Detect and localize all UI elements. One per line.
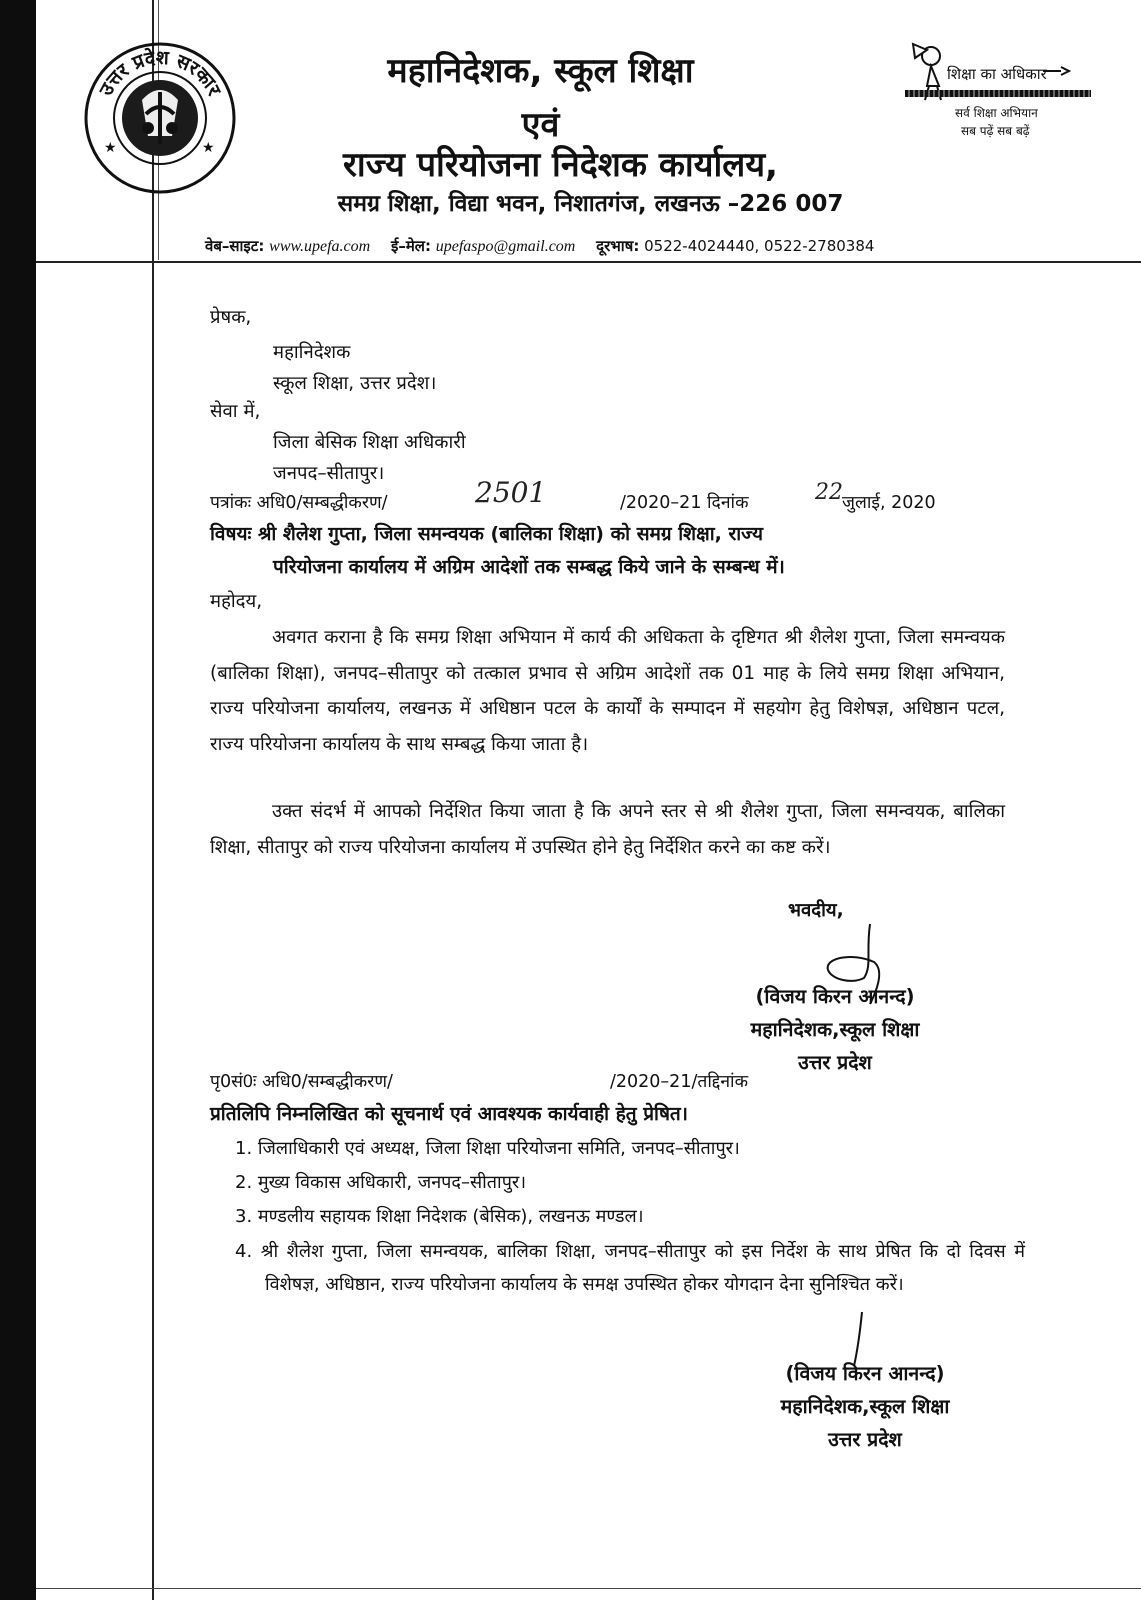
sig2-title: महानिदेशक,स्कूल शिक्षा <box>780 1395 950 1418</box>
subject-line2: परियोजना कार्यालय में अग्रिम आदेशों तक सम्बद्ध किये जाने के सम्बन्ध में। <box>273 556 785 578</box>
copy-heading: प्रतिलिपि निम्नलिखित को सूचनार्थ एवं आवश्यक कार्यवाही हेतु प्रेषित। <box>210 1103 688 1125</box>
copy-ref-line: पृ0सं0ः अधि0/सम्बद्धीकरण/ <box>210 1072 393 1092</box>
email-label: ई–मेल: <box>390 237 431 255</box>
ref-day-handwritten: 22 <box>815 480 843 505</box>
header-title-line1: महानिदेशक, स्कूल शिक्षा <box>387 51 694 91</box>
salutation: महोदय, <box>210 591 263 612</box>
scan-edge-bar <box>0 0 36 1600</box>
emblem-text: उत्तर प्रदेश सरकार <box>95 46 226 100</box>
ref-date: जुलाई, 2020 <box>842 493 936 513</box>
closing: भवदीय, <box>788 900 844 921</box>
copy-list-item: 1. जिलाधिकारी एवं अध्यक्ष, जिला शिक्षा परियोजना समिति, जनपद–सीतापुर। <box>235 1138 740 1159</box>
copy-list-item: 2. मुख्य विकास अधिकारी, जनपद–सीतापुर। <box>235 1172 527 1193</box>
sender-line2: स्कूल शिक्षा, उत्तर प्रदेश। <box>273 373 437 394</box>
phone-label: दूरभाष: <box>596 237 640 255</box>
to-line1: जिला बेसिक शिक्षा अधिकारी <box>273 432 466 453</box>
sig1-name: (विजय किरन आनन्द) <box>755 985 915 1008</box>
signature-block-1 <box>690 980 980 1079</box>
header-title-line3: राज्य परियोजना निदेशक कार्यालय, <box>343 145 778 185</box>
sig2-state: उत्तर प्रदेश <box>828 1428 902 1451</box>
scan-vertical-line <box>152 0 154 1600</box>
sig1-state: उत्तर प्रदेश <box>798 1051 872 1074</box>
ref-year: /2020–21 दिनांक <box>620 493 749 513</box>
sarva-shiksha-logo <box>905 36 1105 146</box>
copy-ref-tail: /2020–21/तद्दिनांक <box>610 1072 749 1092</box>
bottom-scan-line <box>36 1588 1141 1589</box>
copy-list-item: 4. श्री शैलेश गुप्ता, जिला समन्वयक, बालिका शिक्षा, जनपद–सीतापुर को इस निर्देश के साथ प्रेषित कि दो दिवस में विशेषज्ञ, अधिष्ठान, राज्य परियोजना कार्यालय के समक्ष उपस्थित होकर योगदान देना सुनिश्चित करें। <box>235 1241 1025 1295</box>
sender-line1: महानिदेशक <box>273 342 351 363</box>
ref-number-handwritten: 2501 <box>475 476 547 509</box>
subject-line1: विषयः श्री शैलेश गुप्ता, जिला समन्वयक (बालिका शिक्षा) को समग्र शिक्षा, राज्य <box>210 523 764 545</box>
right-logo-sub1: सर्व शिक्षा अभियान <box>955 106 1038 120</box>
right-logo-label: शिक्षा का अधिकार <box>947 65 1047 83</box>
svg-text:★: ★ <box>104 140 117 156</box>
web-label: वेब–साइट: <box>205 237 265 255</box>
header-address: समग्र शिक्षा, विद्या भवन, निशातगंज, लखनऊ –226 007 <box>337 191 844 217</box>
header-title-line2: एवं <box>521 105 560 145</box>
right-logo-sub2: सब पढ़ें सब बढ़ें <box>961 124 1030 138</box>
sig2-name: (विजय किरन आनन्द) <box>785 1362 945 1385</box>
phone-value: 0522-4024440, 0522-2780384 <box>644 237 875 255</box>
ref-prefix: पत्रांकः अधि0/सम्बद्धीकरण/ <box>210 493 388 513</box>
web-value: www.upefa.com <box>269 238 371 255</box>
sender-label: प्रेषक, <box>210 307 252 328</box>
contact-line <box>205 236 874 256</box>
pencil-tip-icon <box>1041 64 1071 78</box>
body-paragraph-2: उक्त संदर्भ में आपको निर्देशित किया जाता है कि अपने स्तर से श्री शैलेश गुप्ता, जिला समन्वयक, बालिका शिक्षा, सीतापुर को राज्य परियोजना कार्यालय में उपस्थित होने हेतु निर्देशित करने का कष्ट करें। <box>210 801 1005 858</box>
sig1-title: महानिदेशक,स्कूल शिक्षा <box>750 1018 920 1041</box>
email-value: upefaspo@gmail.com <box>435 238 576 255</box>
to-line2: जनपद–सीतापुर। <box>273 463 385 484</box>
svg-text:★: ★ <box>202 140 215 156</box>
header-divider <box>36 261 1141 263</box>
body-paragraph-1: अवगत कराना है कि समग्र शिक्षा अभियान में कार्य की अधिकता के दृष्टिगत श्री शैलेश गुप्ता, जिला समन्वयक (बालिका शिक्षा), जनपद–सीतापुर को तत्काल प्रभाव से अग्रिम आदेशों तक 01 माह के लिये समग्र शिक्षा अभियान, राज्य परियोजना कार्यालय, लखनऊ में अधिष्ठान पटल के कार्यों के सम्पादन में सहयोग हेतु विशेषज्ञ, अधिष्ठान पटल, राज्य परियोजना कार्यालय के साथ सम्बद्ध किया जाता है। <box>210 627 1005 755</box>
copy-list-item: 3. मण्डलीय सहायक शिक्षा निदेशक (बेसिक), लखनऊ मण्डल। <box>235 1206 644 1227</box>
signature-block-2 <box>715 1357 1015 1456</box>
to-label: सेवा में, <box>210 401 261 422</box>
pencil-bar-icon <box>905 90 1091 97</box>
